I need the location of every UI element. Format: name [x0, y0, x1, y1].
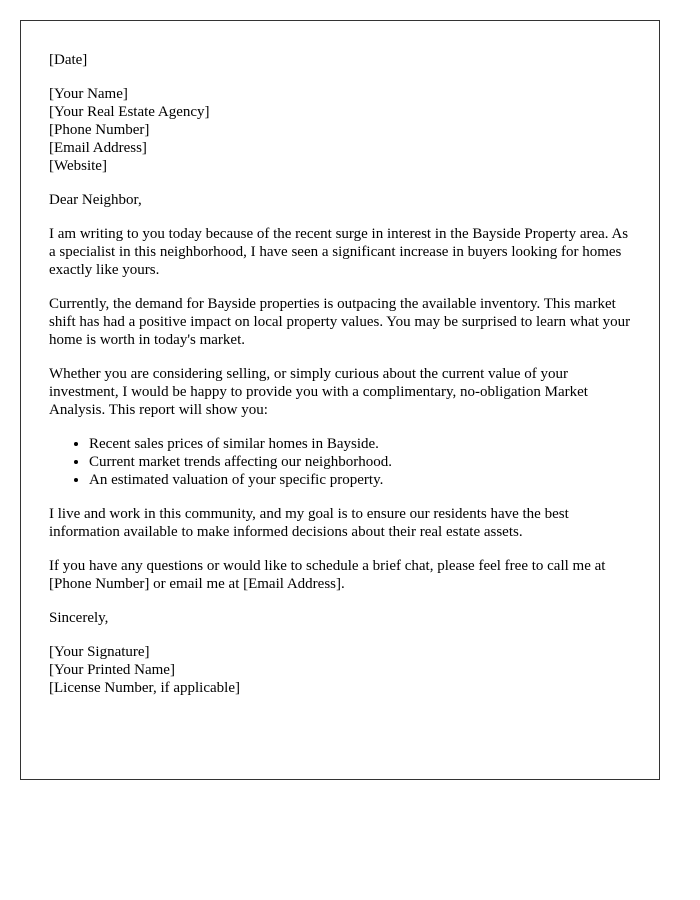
sender-info [49, 85, 631, 175]
paragraph-offer: Whether you are considering selling, or simply curious about the current value of your investment, I would be happy to provide you with a complimentary, no-obligation Market Analysis. This report will show you: [49, 366, 588, 418]
sender-email: [Email Address] [49, 140, 147, 156]
paragraph-contact: If you have any questions or would like to schedule a brief chat, please feel free to call me at [Phone Number] or email me at [Email Address]. [49, 558, 606, 592]
sender-name: [Your Name] [49, 86, 128, 102]
sender-website: [Website] [49, 158, 107, 174]
signature-line: [Your Signature] [49, 644, 150, 660]
paragraph-community: I live and work in this community, and my goal is to ensure our residents have the best information available to make informed decisions about their real estate assets. [49, 506, 569, 540]
letter-date [49, 51, 631, 69]
list-item: • An estimated valuation of your specific property. [89, 471, 631, 489]
date-text: [Date] [49, 52, 88, 68]
paragraph-demand: Currently, the demand for Bayside properties is outpacing the available inventory. This market shift has had a positive impact on local property values. You may be surprised to learn what your home is worth in today's market. [49, 296, 631, 348]
sender-agency: [Your Real Estate Agency] [49, 104, 210, 120]
paragraph-intro: I am writing to you today because of the recent surge in interest in the Bayside Property area. As a specialist in this neighborhood, I have seen a significant increase in buyers looking for homes exactly like yours. [49, 226, 629, 278]
list-item: • Recent sales prices of similar homes in Bayside. [89, 435, 631, 453]
sender-phone: [Phone Number] [49, 122, 150, 138]
license-number: [License Number, if applicable] [49, 680, 240, 696]
signature-block [49, 643, 631, 697]
salutation: Dear Neighbor, [49, 192, 142, 208]
letter-page [20, 20, 660, 780]
report-bullet-list [49, 435, 631, 489]
list-item: • Current market trends affecting our neighborhood. [89, 453, 631, 471]
printed-name: [Your Printed Name] [49, 662, 175, 678]
closing: Sincerely, [49, 610, 109, 626]
